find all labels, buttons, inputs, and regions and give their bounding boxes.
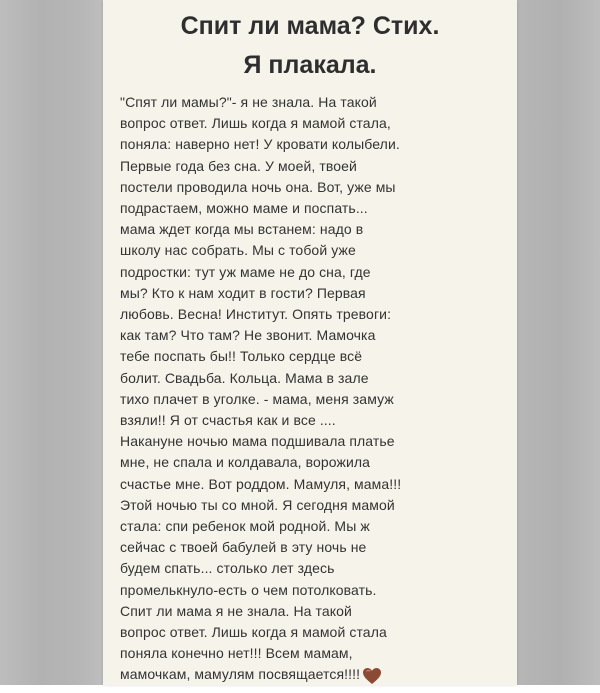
poem-line: сейчас с твоей бабулей в эту ночь не bbox=[120, 539, 367, 556]
poem-line: промелькнуло-есть о чем потолковать. bbox=[120, 581, 377, 598]
brown-heart-icon bbox=[362, 667, 382, 685]
poem-line: постели проводила ночь она. Вот, уже мы bbox=[120, 178, 396, 195]
poem-line: любовь. Весна! Институт. Опять тревоги: bbox=[120, 306, 392, 323]
poem-line: подрастаем, можно маме и поспать... bbox=[120, 200, 368, 217]
poem-line: взяли!! Я от счастья как и все .... bbox=[120, 412, 336, 429]
poem-line-last bbox=[120, 664, 510, 685]
poem-page bbox=[103, 0, 517, 685]
poem-line: тихо плачет в уголке. - мама, меня замуж bbox=[120, 390, 394, 407]
poem-line: стала: спи ребенок мой родной. Мы ж bbox=[120, 518, 370, 535]
poem-line: подростки: тут уж маме не до сна, где bbox=[120, 263, 371, 280]
poem-line: как там? Что там? Не звонит. Мамочка bbox=[120, 327, 376, 344]
poem-line: Первые года без сна. У моей, твоей bbox=[120, 157, 357, 174]
poem-line: мама ждет когда мы встанем: надо в bbox=[120, 221, 364, 238]
title-line-1: Спит ли мама? Стих. bbox=[180, 12, 440, 40]
poem-line: вопрос ответ. Лишь когда я мамой стала, bbox=[120, 115, 391, 132]
poem-line: вопрос ответ. Лишь когда я мамой стала bbox=[120, 624, 387, 641]
poem-line: Накануне ночью мама подшивала платье bbox=[120, 433, 395, 450]
poem-line: "Спят ли мамы?"- я не знала. На такой bbox=[120, 94, 377, 110]
poem-line: школу нас собрать. Мы с тобой уже bbox=[120, 242, 356, 259]
poem-line: будем спать... столько лет здесь bbox=[120, 560, 335, 577]
title-line-2: Я плакала. bbox=[243, 51, 377, 79]
poem-line: счастье мне. Вот роддом. Мамуля, мама!!! bbox=[120, 475, 402, 492]
bottom-border bbox=[0, 685, 600, 693]
poem-line: болит. Свадьба. Кольца. Мама в зале bbox=[120, 369, 369, 386]
poem-line: мы? Кто к нам ходит в гости? Первая bbox=[120, 284, 366, 301]
poem-line: мне, не спала и колдавала, ворожила bbox=[120, 454, 371, 471]
poem-line-last-text: мамочкам, мамулям посвящается!!!! bbox=[120, 666, 361, 683]
poem-text bbox=[120, 92, 510, 685]
poem-line: Этой ночью ты со мной. Я сегодня мамой bbox=[120, 496, 395, 513]
poem-line: поняла: наверно нет! У кровати колыбели. bbox=[120, 136, 400, 153]
poem-line: тебе поспать бы!! Только сердце всё bbox=[120, 348, 363, 365]
poem-line: поняла конечно нет!!! Всем мамам, bbox=[120, 645, 353, 662]
poem-line: Спит ли мама я не знала. На такой bbox=[120, 602, 352, 619]
